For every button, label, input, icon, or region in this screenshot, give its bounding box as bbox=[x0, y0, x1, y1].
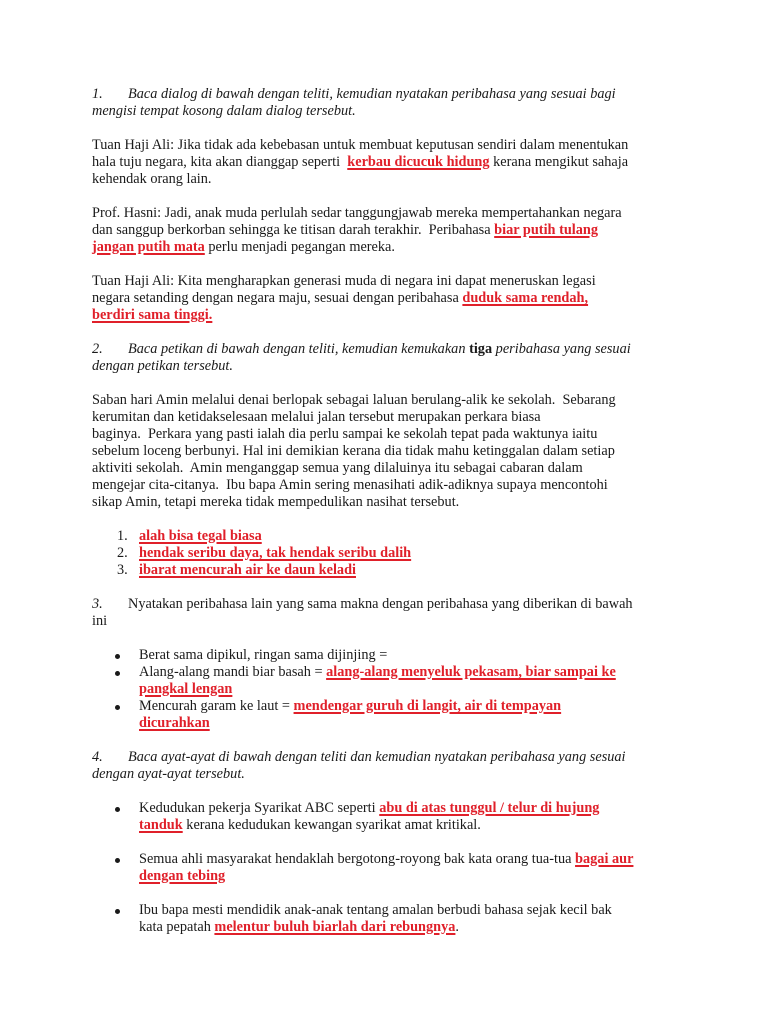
bullet-icon bbox=[115, 909, 120, 914]
text-segment: mengisi tempat kosong dalam dialog tersebut. bbox=[92, 103, 356, 119]
list-item bbox=[92, 851, 692, 885]
text-segment: Nyatakan peribahasa lain yang sama makna dengan peribahasa yang diberikan di bawah bbox=[128, 596, 633, 612]
question-number: 1. bbox=[92, 86, 103, 102]
list-number: 3. bbox=[117, 562, 128, 578]
list-item bbox=[92, 647, 692, 664]
question-2-heading bbox=[92, 341, 692, 375]
text-segment: . bbox=[455, 919, 459, 935]
text-line bbox=[92, 392, 692, 409]
question-4-heading bbox=[92, 749, 692, 783]
text-line bbox=[92, 307, 692, 324]
text-line bbox=[92, 528, 692, 545]
bullet-icon bbox=[115, 671, 120, 676]
text-segment: ini bbox=[92, 613, 108, 629]
text-segment: kerana mengikut sahaja bbox=[489, 154, 629, 170]
answer-list-2 bbox=[92, 528, 692, 579]
answer-highlight: abu di atas tunggul / telur di hujung bbox=[379, 800, 600, 816]
text-line bbox=[92, 851, 692, 868]
bullet-icon bbox=[115, 807, 120, 812]
text-segment: dengan petikan tersebut. bbox=[92, 358, 233, 374]
text-segment: Baca petikan di bawah dengan teliti, kemudian kemukakan bbox=[128, 341, 470, 357]
text-line bbox=[92, 681, 692, 698]
text-segment: tiga bbox=[469, 341, 493, 357]
text-segment: Saban hari Amin melalui denai berlopak sebagai laluan berulang-alik ke sekolah. Sebarang bbox=[92, 392, 616, 408]
list-item bbox=[92, 562, 692, 579]
text-line bbox=[92, 766, 692, 783]
answer-highlight: jangan putih mata bbox=[92, 239, 205, 255]
text-line bbox=[92, 273, 692, 290]
bullet-icon bbox=[115, 705, 120, 710]
text-segment: perlu menjadi pegangan mereka. bbox=[204, 239, 395, 255]
text-segment: Kedudukan pekerja Syarikat ABC seperti bbox=[139, 800, 380, 816]
list-number: 1. bbox=[117, 528, 128, 544]
text-segment: hala tuju negara, kita akan dianggap seperti bbox=[92, 154, 348, 170]
text-segment: Tuan Haji Ali: Jika tidak ada kebebasan untuk membuat keputusan sendiri dalam menentukan bbox=[92, 137, 629, 153]
text-line bbox=[92, 290, 692, 307]
list-number: 2. bbox=[117, 545, 128, 561]
text-line bbox=[92, 562, 692, 579]
answer-highlight: hendak seribu daya, tak hendak seribu dalih bbox=[139, 545, 412, 561]
text-line bbox=[92, 800, 692, 817]
question-number: 2. bbox=[92, 341, 103, 357]
answer-highlight: pangkal lengan bbox=[139, 681, 233, 697]
text-line bbox=[92, 86, 692, 103]
answer-highlight: alah bisa tegal biasa bbox=[139, 528, 262, 544]
text-line bbox=[92, 919, 692, 936]
text-segment: Prof. Hasni: Jadi, anak muda perlulah sedar tanggungjawab mereka mempertahankan negara bbox=[92, 205, 622, 221]
text-segment: Tuan Haji Ali: Kita mengharapkan generasi muda di negara ini dapat meneruskan legasi bbox=[92, 273, 596, 289]
text-segment: Berat sama dipikul, ringan sama dijinjing = bbox=[139, 647, 388, 663]
text-segment: kehendak orang lain. bbox=[92, 171, 212, 187]
text-line bbox=[92, 664, 692, 681]
question-3-heading bbox=[92, 596, 692, 630]
text-line bbox=[92, 868, 692, 885]
answer-highlight: bagai aur bbox=[575, 851, 634, 867]
text-line bbox=[92, 647, 692, 664]
answer-highlight: duduk sama rendah, bbox=[462, 290, 589, 306]
answer-highlight: kerbau dicucuk hidung bbox=[347, 154, 490, 170]
text-segment: kerana kedudukan kewangan syarikat amat kritikal. bbox=[182, 817, 481, 833]
text-line bbox=[92, 817, 692, 834]
text-segment: mengejar cita-citanya. Ibu bapa Amin sering menasihati adik-adiknya supaya mencontohi bbox=[92, 477, 608, 493]
text-segment: sebelum loceng berbunyi. Hal ini demikian kerana dia tidak mahu ketinggalan dalam setiap bbox=[92, 443, 615, 459]
text-line bbox=[92, 205, 692, 222]
text-segment: kata pepatah bbox=[139, 919, 215, 935]
text-line bbox=[92, 698, 692, 715]
text-line bbox=[92, 222, 692, 239]
text-segment: Alang-alang mandi biar basah = bbox=[139, 664, 327, 680]
text-line bbox=[92, 341, 692, 358]
passage-amin bbox=[92, 392, 692, 511]
answer-highlight: dengan tebing bbox=[139, 868, 226, 884]
text-segment: Mencurah garam ke laut = bbox=[139, 698, 294, 714]
dialog-tuan-haji-ali-2 bbox=[92, 273, 692, 324]
text-line bbox=[92, 460, 692, 477]
text-line bbox=[92, 171, 692, 188]
text-segment: negara setanding dengan negara maju, sesuai dengan peribahasa bbox=[92, 290, 463, 306]
answer-list-4a bbox=[92, 800, 692, 834]
text-segment: sikap Amin, tetapi mereka tidak mempedulikan nasihat tersebut. bbox=[92, 494, 460, 510]
text-segment: Baca dialog di bawah dengan teliti, kemudian nyatakan peribahasa yang sesuai bagi bbox=[128, 86, 616, 102]
answer-highlight: tanduk bbox=[139, 817, 183, 833]
answer-list-3 bbox=[92, 647, 692, 732]
text-line bbox=[92, 409, 692, 426]
list-item bbox=[92, 664, 692, 698]
text-line bbox=[92, 103, 692, 120]
text-line bbox=[92, 749, 692, 766]
list-item bbox=[92, 902, 692, 936]
text-line bbox=[92, 902, 692, 919]
text-segment: aktiviti sekolah. Amin menganggap semua yang dilaluinya itu sebagai cabaran dalam bbox=[92, 460, 583, 476]
text-line bbox=[92, 137, 692, 154]
text-segment: peribahasa yang sesuai bbox=[492, 341, 631, 357]
bullet-icon bbox=[115, 654, 120, 659]
answer-highlight: mendengar guruh di langit, air di tempayan bbox=[293, 698, 562, 714]
text-line bbox=[92, 477, 692, 494]
text-segment: Baca ayat-ayat di bawah dengan teliti dan kemudian nyatakan peribahasa yang sesuai bbox=[128, 749, 626, 765]
text-line bbox=[92, 443, 692, 460]
text-line bbox=[92, 613, 692, 630]
answer-highlight: ibarat mencurah air ke daun keladi bbox=[139, 562, 356, 578]
text-line bbox=[92, 715, 692, 732]
text-line bbox=[92, 494, 692, 511]
answer-list-4b bbox=[92, 851, 692, 885]
answer-list-4c bbox=[92, 902, 692, 936]
text-line bbox=[92, 358, 692, 375]
text-segment: Semua ahli masyarakat hendaklah bergotong-royong bak kata orang tua-tua bbox=[139, 851, 576, 867]
list-item bbox=[92, 528, 692, 545]
text-segment: dengan ayat-ayat tersebut. bbox=[92, 766, 245, 782]
question-1-heading bbox=[92, 86, 692, 120]
question-number: 3. bbox=[92, 596, 103, 612]
document-page bbox=[92, 86, 692, 953]
list-item bbox=[92, 545, 692, 562]
text-segment: baginya. Perkara yang pasti ialah dia perlu sampai ke sekolah tepat pada waktunya iaitu bbox=[92, 426, 598, 442]
text-line bbox=[92, 545, 692, 562]
text-line bbox=[92, 154, 692, 171]
text-segment: kerumitan dan ketidakselesaan melalui jalan tersebut merupakan perkara biasa bbox=[92, 409, 541, 425]
answer-highlight: berdiri sama tinggi. bbox=[92, 307, 213, 323]
answer-highlight: melentur buluh biarlah dari rebungnya bbox=[214, 919, 456, 935]
answer-highlight: biar putih tulang bbox=[494, 222, 598, 238]
text-line bbox=[92, 426, 692, 443]
bullet-icon bbox=[115, 858, 120, 863]
answer-highlight: dicurahkan bbox=[139, 715, 210, 731]
dialog-prof-hasni bbox=[92, 205, 692, 256]
list-item bbox=[92, 800, 692, 834]
text-line bbox=[92, 239, 692, 256]
list-item bbox=[92, 698, 692, 732]
question-number: 4. bbox=[92, 749, 103, 765]
dialog-tuan-haji-ali-1 bbox=[92, 137, 692, 188]
text-line bbox=[92, 596, 692, 613]
answer-highlight: alang-alang menyeluk pekasam, biar sampai ke bbox=[326, 664, 616, 680]
text-segment: dan sanggup berkorban sehingga ke titisan darah terakhir. Peribahasa bbox=[92, 222, 495, 238]
text-segment: Ibu bapa mesti mendidik anak-anak tentang amalan berbudi bahasa sejak kecil bak bbox=[139, 902, 612, 918]
